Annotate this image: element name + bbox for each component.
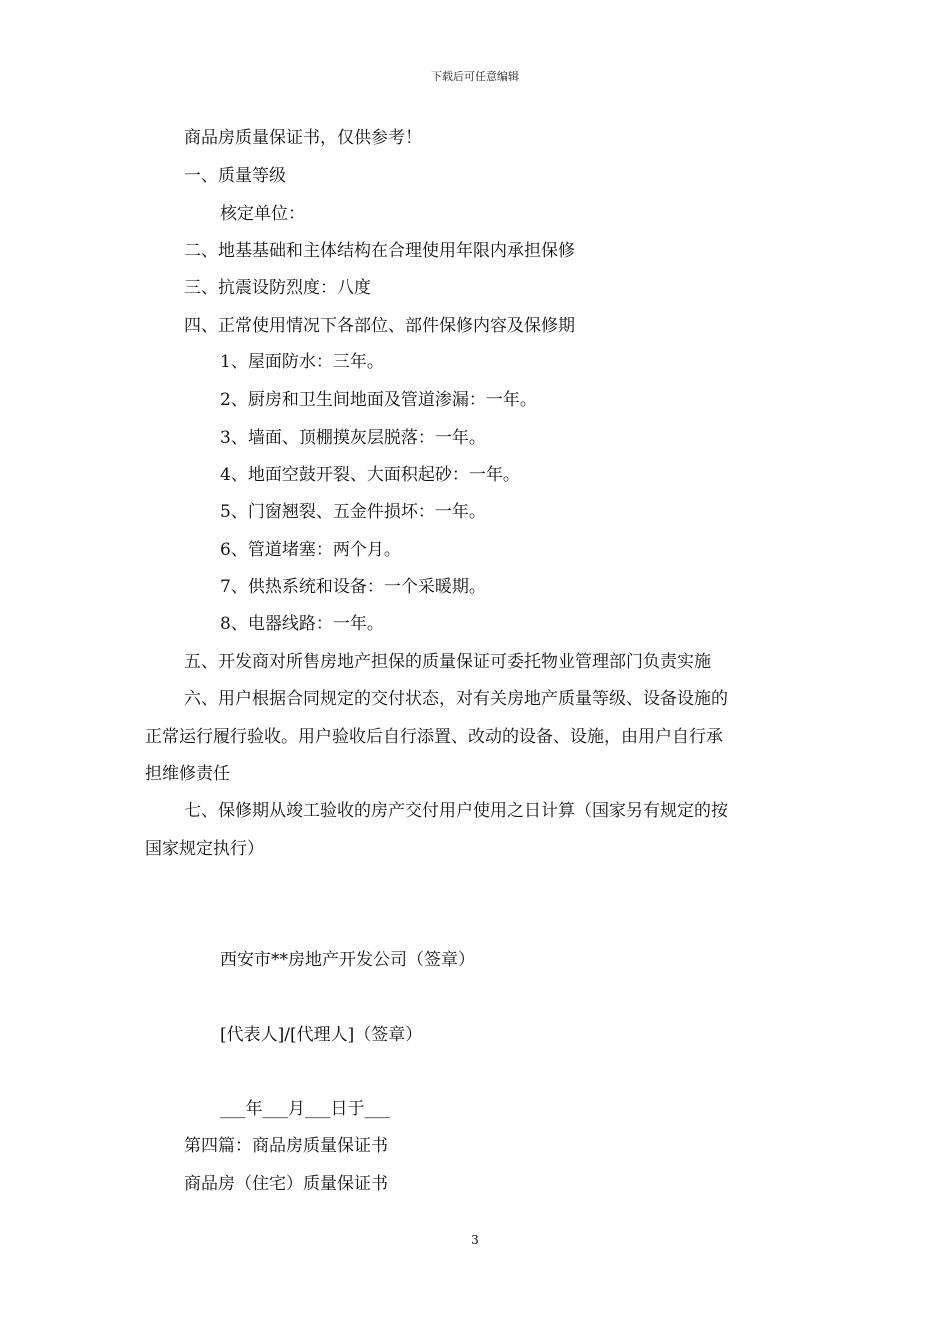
section-5-heading: 五、开发商对所售房地产担保的质量保证可委托物业管理部门负责实施 bbox=[184, 652, 711, 672]
page-number: 3 bbox=[471, 1233, 479, 1247]
company-signature: 西安市**房地产开发公司（签章） bbox=[220, 950, 475, 970]
section-6-line: 正常运行履行验收。用户验收后自行添置、改动的设备、设施，由用户自行承 bbox=[145, 727, 723, 747]
signature-date: ___年___月___日于___ bbox=[220, 1099, 390, 1119]
section-1-item: 核定单位： bbox=[220, 204, 305, 224]
warranty-item: 5、门窗翘裂、五金件损坏：一年。 bbox=[220, 502, 486, 522]
section-4-heading: 四、正常使用情况下各部位、部件保修内容及保修期 bbox=[184, 316, 575, 336]
section-subtitle: 商品房（住宅）质量保证书 bbox=[184, 1174, 388, 1194]
representative-signature: [代表人]/[代理人]（签章） bbox=[220, 1025, 423, 1045]
warranty-item: 3、墙面、顶棚摸灰层脱落：一年。 bbox=[220, 428, 486, 448]
section-title: 第四篇：商品房质量保证书 bbox=[184, 1136, 388, 1156]
doc-intro: 商品房质量保证书，仅供参考！ bbox=[184, 128, 422, 148]
section-2-heading: 二、地基基础和主体结构在合理使用年限内承担保修 bbox=[184, 241, 575, 261]
warranty-item: 4、地面空鼓开裂、大面积起砂：一年。 bbox=[220, 465, 520, 485]
section-7-line: 国家规定执行） bbox=[145, 839, 264, 859]
section-3-heading: 三、抗震设防烈度：八度 bbox=[184, 278, 371, 298]
warranty-item: 2、厨房和卫生间地面及管道渗漏：一年。 bbox=[220, 390, 537, 410]
warranty-item: 8、电器线路：一年。 bbox=[220, 614, 384, 634]
section-6-line: 六、用户根据合同规定的交付状态，对有关房地产质量等级、设备设施的 bbox=[184, 689, 728, 709]
section-7-line: 七、保修期从竣工验收的房产交付用户使用之日计算（国家另有规定的按 bbox=[184, 801, 728, 821]
warranty-item: 1、屋面防水：三年。 bbox=[220, 352, 384, 372]
warranty-item: 6、管道堵塞：两个月。 bbox=[220, 540, 401, 560]
section-6-line: 担维修责任 bbox=[145, 764, 230, 784]
warranty-item: 7、供热系统和设备：一个采暖期。 bbox=[220, 577, 486, 597]
section-1-heading: 一、质量等级 bbox=[184, 166, 286, 186]
page-header: 下载后可任意编辑 bbox=[431, 70, 519, 83]
